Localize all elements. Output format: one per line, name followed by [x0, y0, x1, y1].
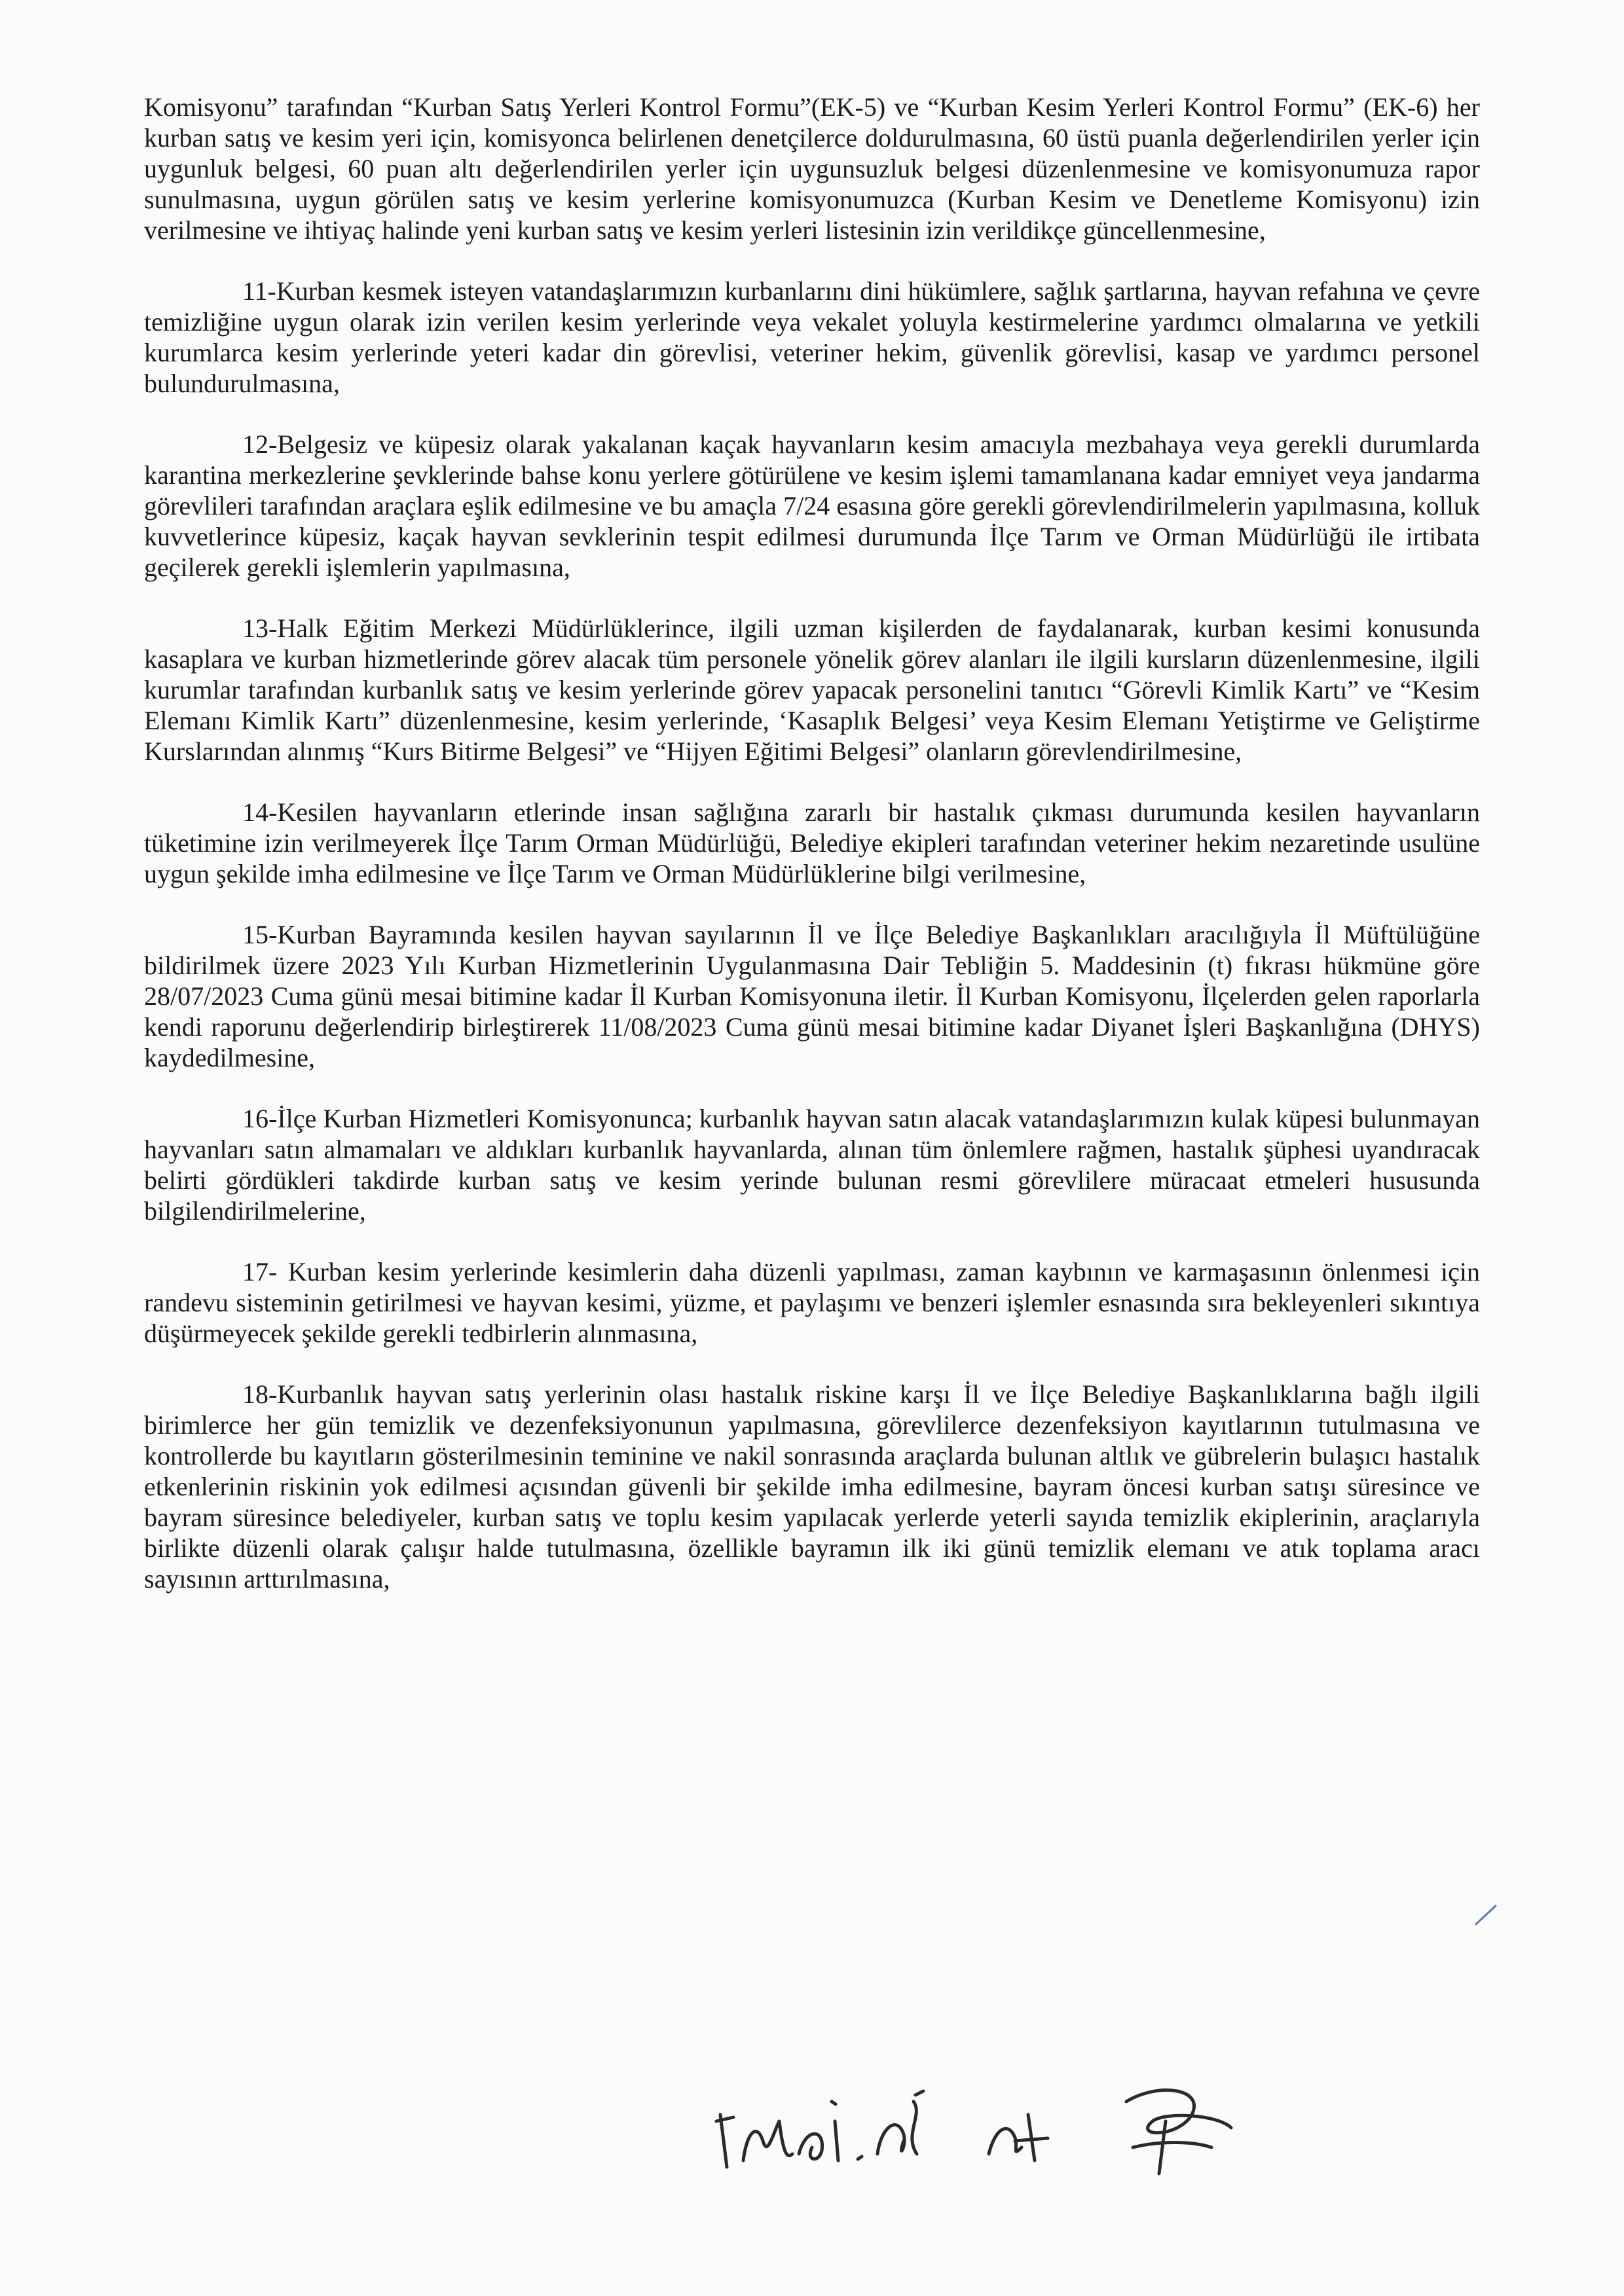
paragraph-15: 15-Kurban Bayramında kesilen hayvan sayılarının İl ve İlçe Belediye Başkanlıkları aracılığıyla İl Müftülüğüne bildirilmek üzere 2023 Yılı Kurban Hizmetlerinin Uygulanmasına Dair Tebliğin 5. Maddesinin (t) fıkrası hükmüne göre 28/07/2023 Cuma günü mesai bitimine kadar İl Kurban Komisyonuna iletir. İl Kurban Komisyonu, İlçelerden gelen raporlarla kendi raporunu değerlendirip birleştirerek 11/08/2023 Cuma günü mesai bitimine kadar Diyanet İşleri Başkanlığına (DHYS) kaydedilmesine,: [144, 920, 1480, 1072]
paragraph-14: 14-Kesilen hayvanların etlerinde insan sağlığına zararlı bir hastalık çıkması durumunda kesilen hayvanların tüketimine izin verilmeyerek İlçe Tarım Orman Müdürlüğü, Belediye ekipleri tarafından veteriner hekim nezaretinde usulüne uygun şekilde imha edilmesine ve İlçe Tarım ve Orman Müdürlüklerine bilgi verilmesine,: [144, 797, 1480, 888]
paragraph-17: 17- Kurban kesim yerlerinde kesimlerin daha düzenli yapılması, zaman kaybının ve karmaşasının önlenmesi için randevu sisteminin getirilmesi ve hayvan kesimi, yüzme, et paylaşımı ve benzeri işlemler esnasında sıra bekleyenleri sıkıntıya düşürmeyecek şekilde gerekli tedbirlerin alınmasına,: [144, 1257, 1480, 1348]
handwritten-signatures: [707, 2075, 1362, 2180]
paragraph-continuation: Komisyonu” tarafından “Kurban Satış Yerleri Kontrol Formu”(EK-5) ve “Kurban Kesim Yerleri Kontrol Formu” (EK-6) her kurban satış ve kesim yeri için, komisyonca belirlenen denetçilerce doldurulmasına, 60 üstü puanla değerlendirilen yerler için uygunluk belgesi, 60 puan altı değerlendirilen yerler için uygunsuzluk belgesi düzenlenmesine ve komisyonumuza rapor sunulmasına, uygun görülen satış ve kesim yerlerine komisyonumuzca (Kurban Kesim ve Denetleme Komisyonu) izin verilmesine ve ihtiyaç halinde yeni kurban satış ve kesim yerleri listesinin izin verildikçe güncellenmesine,: [144, 92, 1480, 245]
paragraph-12: 12-Belgesiz ve küpesiz olarak yakalanan kaçak hayvanların kesim amacıyla mezbahaya veya gerekli durumlarda karantina merkezlerine şevklerinde bahse konu yerlere götürülene ve kesim işlemi tamamlanana kadar emniyet veya jandarma görevlileri tarafından araçlara eşlik edilmesine ve bu amaçla 7/24 esasına göre gerekli görevlendirilmelerin yapılmasına, kolluk kuvvetlerince küpesiz, kaçak hayvan sevklerinin tespit edilmesi durumunda İlçe Tarım ve Orman Müdürlüğü ile irtibata geçilerek gerekli işlemlerin yapılmasına,: [144, 429, 1480, 582]
paragraph-13: 13-Halk Eğitim Merkezi Müdürlüklerince, ilgili uzman kişilerden de faydalanarak, kurban kesimi konusunda kasaplara ve kurban hizmetlerinde görev alacak tüm personele yönelik görev alanları ile ilgili kursların düzenlenmesine, ilgili kurumlar tarafından kurbanlık satış ve kesim yerlerinde görev yapacak personelini tanıtıcı “Görevli Kimlik Kartı” ve “Kesim Elemanı Kimlik Kartı” düzenlenmesine, kesim yerlerinde, ‘Kasaplık Belgesi’ veya Kesim Elemanı Yetiştirme ve Geliştirme Kurslarından alınmış “Kurs Bitirme Belgesi” ve “Hijyen Eğitimi Belgesi” olanların görevlendirilmesine,: [144, 613, 1480, 766]
signatures: [707, 2075, 1362, 2180]
document-page: [144, 92, 1480, 2174]
paragraph-11: 11-Kurban kesmek isteyen vatandaşlarımızın kurbanlarını dini hükümlere, sağlık şartlarına, hayvan refahına ve çevre temizliğine uygun olarak izin verilen kesim yerlerinde veya vekalet yoluyla kestirmelerine yardımcı olmalarına ve yetkili kurumlarca kesim yerlerinde yeteri kadar din görevlisi, veteriner hekim, güvenlik görevlisi, kasap ve yardımcı personel bulundurulmasına,: [144, 276, 1480, 398]
paragraph-16: 16-İlçe Kurban Hizmetleri Komisyonunca; kurbanlık hayvan satın alacak vatandaşlarımızın kulak küpesi bulunmayan hayvanları satın almamaları ve aldıkları kurbanlık hayvanlarda, alınan tüm önlemlere rağmen, hastalık şüphesi uyandıracak belirti gördükleri takdirde kurban satış ve kesim yerinde bulunan resmi görevlilere müracaat etmeleri hususunda bilgilendirilmelerine,: [144, 1104, 1480, 1226]
paragraph-18: 18-Kurbanlık hayvan satış yerlerinin olası hastalık riskine karşı İl ve İlçe Belediye Başkanlıklarına bağlı ilgili birimlerce her gün temizlik ve dezenfeksiyonunun yapılmasına, görevlilerce dezenfeksiyon kayıtlarının tutulmasına ve kontrollerde bu kayıtların gösterilmesinin teminine ve nakil sonrasında araçlarda bulunan altlık ve gübrelerin bulaşıcı hastalık etkenlerinin riskinin yok edilmesi açısından güvenli bir şekilde imha edilmesine, bayram öncesi kurban satışı süresince ve bayram süresince belediyeler, kurban satış ve toplu kesim yapılacak yerlerde yeterli sayıda temizlik ekiplerinin, araçlarıyla birlikte düzenli olarak çalışır halde tutulmasına, özellikle bayramın ilk iki günü temizlik elemanı ve atık toplama aracı sayısının arttırılmasına,: [144, 1379, 1480, 1594]
pen-mark: [1473, 1902, 1500, 1928]
